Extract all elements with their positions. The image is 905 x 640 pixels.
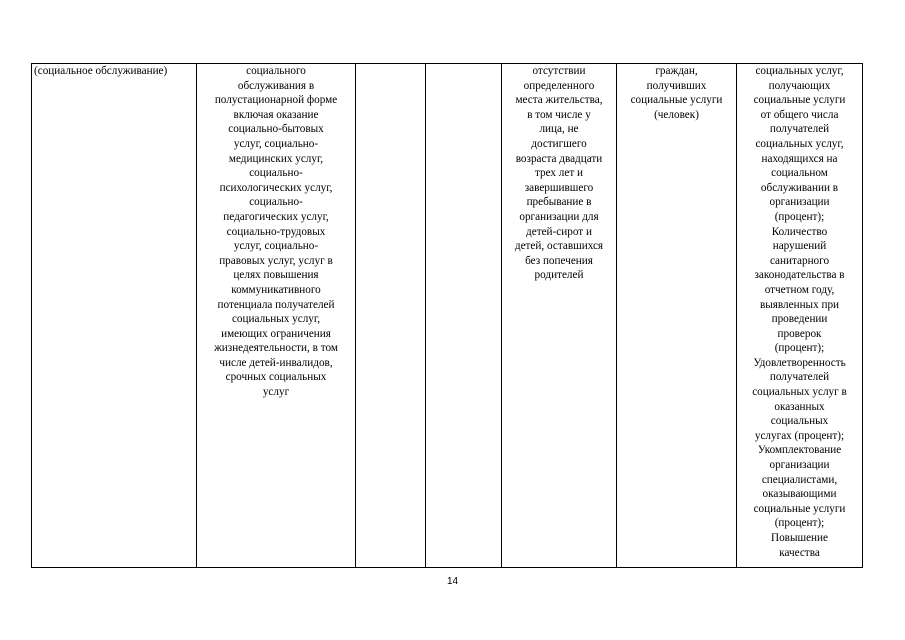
table-cell-recipient-category: отсутствии определенного места жительства, в том числе у лица, не достигшего возраста двадцати трех лет и завершившего пребывание в организации для детей-сирот и детей, оставшихся без попечения родителей [502,64,617,568]
page-number: 14 [446,576,459,587]
services-table [31,63,863,568]
table-cell-volume-indicator: граждан, получивших социальные услуги (человек) [617,64,737,568]
table-cell-quality-indicators: социальных услуг, получающих социальные услуги от общего числа получателей социальных услуг, находящихся на социальном обслуживании в организации (процент); Количество нарушений санитарного законодательства в отчетном году, выявленных при проведении проверок (процент); Удовлетворенность получателей социальных услуг в оказанных социальных услугах (процент); Укомплектование организации специалистами, оказывающими социальные услуги (процент); Повышение качества [737,64,863,568]
table-cell-empty-2 [426,64,502,568]
table-cell-empty-1 [356,64,426,568]
table-row [32,64,863,568]
table-cell-service-category: (социальное обслуживание) [32,64,197,568]
table-cell-service-description: социального обслуживания в полустационарной форме включая оказание социально-бытовых услуг, социально- медицинских услуг, социально- психологических услуг, социально- педагогических услуг, социально-трудовых услуг, социально- правовых услуг, услуг в целях повышения коммуникативного потенциала получателей социальных услуг, имеющих ограничения жизнедеятельности, в том числе детей-инвалидов, срочных социальных услуг [197,64,356,568]
